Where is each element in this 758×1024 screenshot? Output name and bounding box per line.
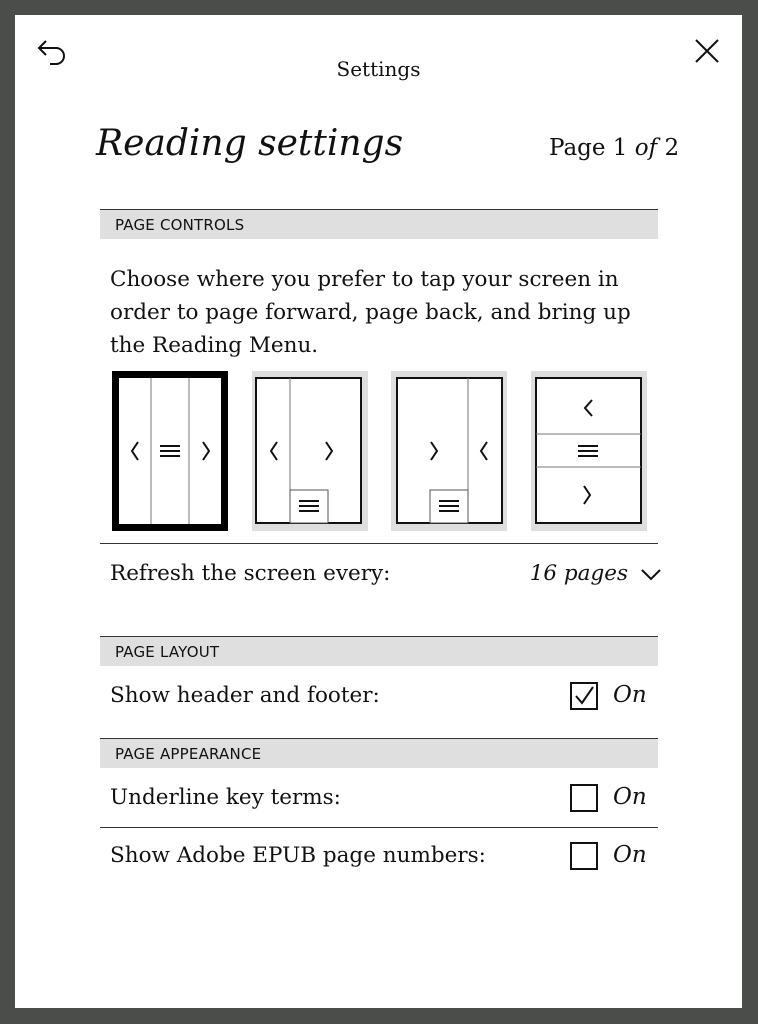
page-indicator bbox=[549, 135, 679, 161]
chevron-down-icon bbox=[640, 567, 662, 581]
page-indicator-current: Page 1 bbox=[549, 135, 628, 161]
checkmark-icon bbox=[572, 684, 596, 708]
settings-title: Settings bbox=[336, 57, 421, 81]
header-footer-checkbox[interactable] bbox=[570, 682, 598, 710]
divider bbox=[100, 543, 658, 544]
epub-page-numbers-label: Show Adobe EPUB page numbers: bbox=[110, 843, 486, 868]
divider bbox=[100, 827, 658, 828]
epub-page-numbers-checkbox[interactable] bbox=[570, 842, 598, 870]
underline-on-label: On bbox=[613, 784, 647, 810]
tap-zone-option-4[interactable] bbox=[531, 371, 647, 531]
page-controls-description: Choose where you prefer to tap your screen in order to page forward, page back, and bring up the Reading Menu. bbox=[110, 267, 631, 358]
header-footer-label: Show header and footer: bbox=[110, 683, 380, 708]
refresh-dropdown[interactable] bbox=[530, 561, 662, 586]
tap-zone-option-1[interactable] bbox=[112, 371, 228, 531]
tap-zone-option-3[interactable] bbox=[391, 371, 507, 531]
underline-key-terms-label: Underline key terms: bbox=[110, 785, 341, 810]
page-heading: Reading settings bbox=[96, 123, 404, 164]
page-controls-header: PAGE CONTROLS bbox=[100, 209, 658, 239]
close-button[interactable] bbox=[693, 37, 721, 65]
page-indicator-of: of bbox=[634, 135, 658, 161]
page-indicator-total: 2 bbox=[664, 135, 680, 161]
page-appearance-header: PAGE APPEARANCE bbox=[100, 738, 658, 768]
header-footer-on-label: On bbox=[613, 682, 647, 708]
underline-key-terms-checkbox[interactable] bbox=[570, 784, 598, 812]
refresh-label: Refresh the screen every: bbox=[110, 561, 391, 586]
page-layout-header: PAGE LAYOUT bbox=[100, 636, 658, 666]
refresh-value: 16 pages bbox=[529, 561, 628, 586]
close-icon bbox=[693, 37, 721, 65]
settings-screen bbox=[15, 15, 742, 1008]
tap-zone-option-2[interactable] bbox=[252, 371, 368, 531]
epub-on-label: On bbox=[613, 842, 647, 868]
